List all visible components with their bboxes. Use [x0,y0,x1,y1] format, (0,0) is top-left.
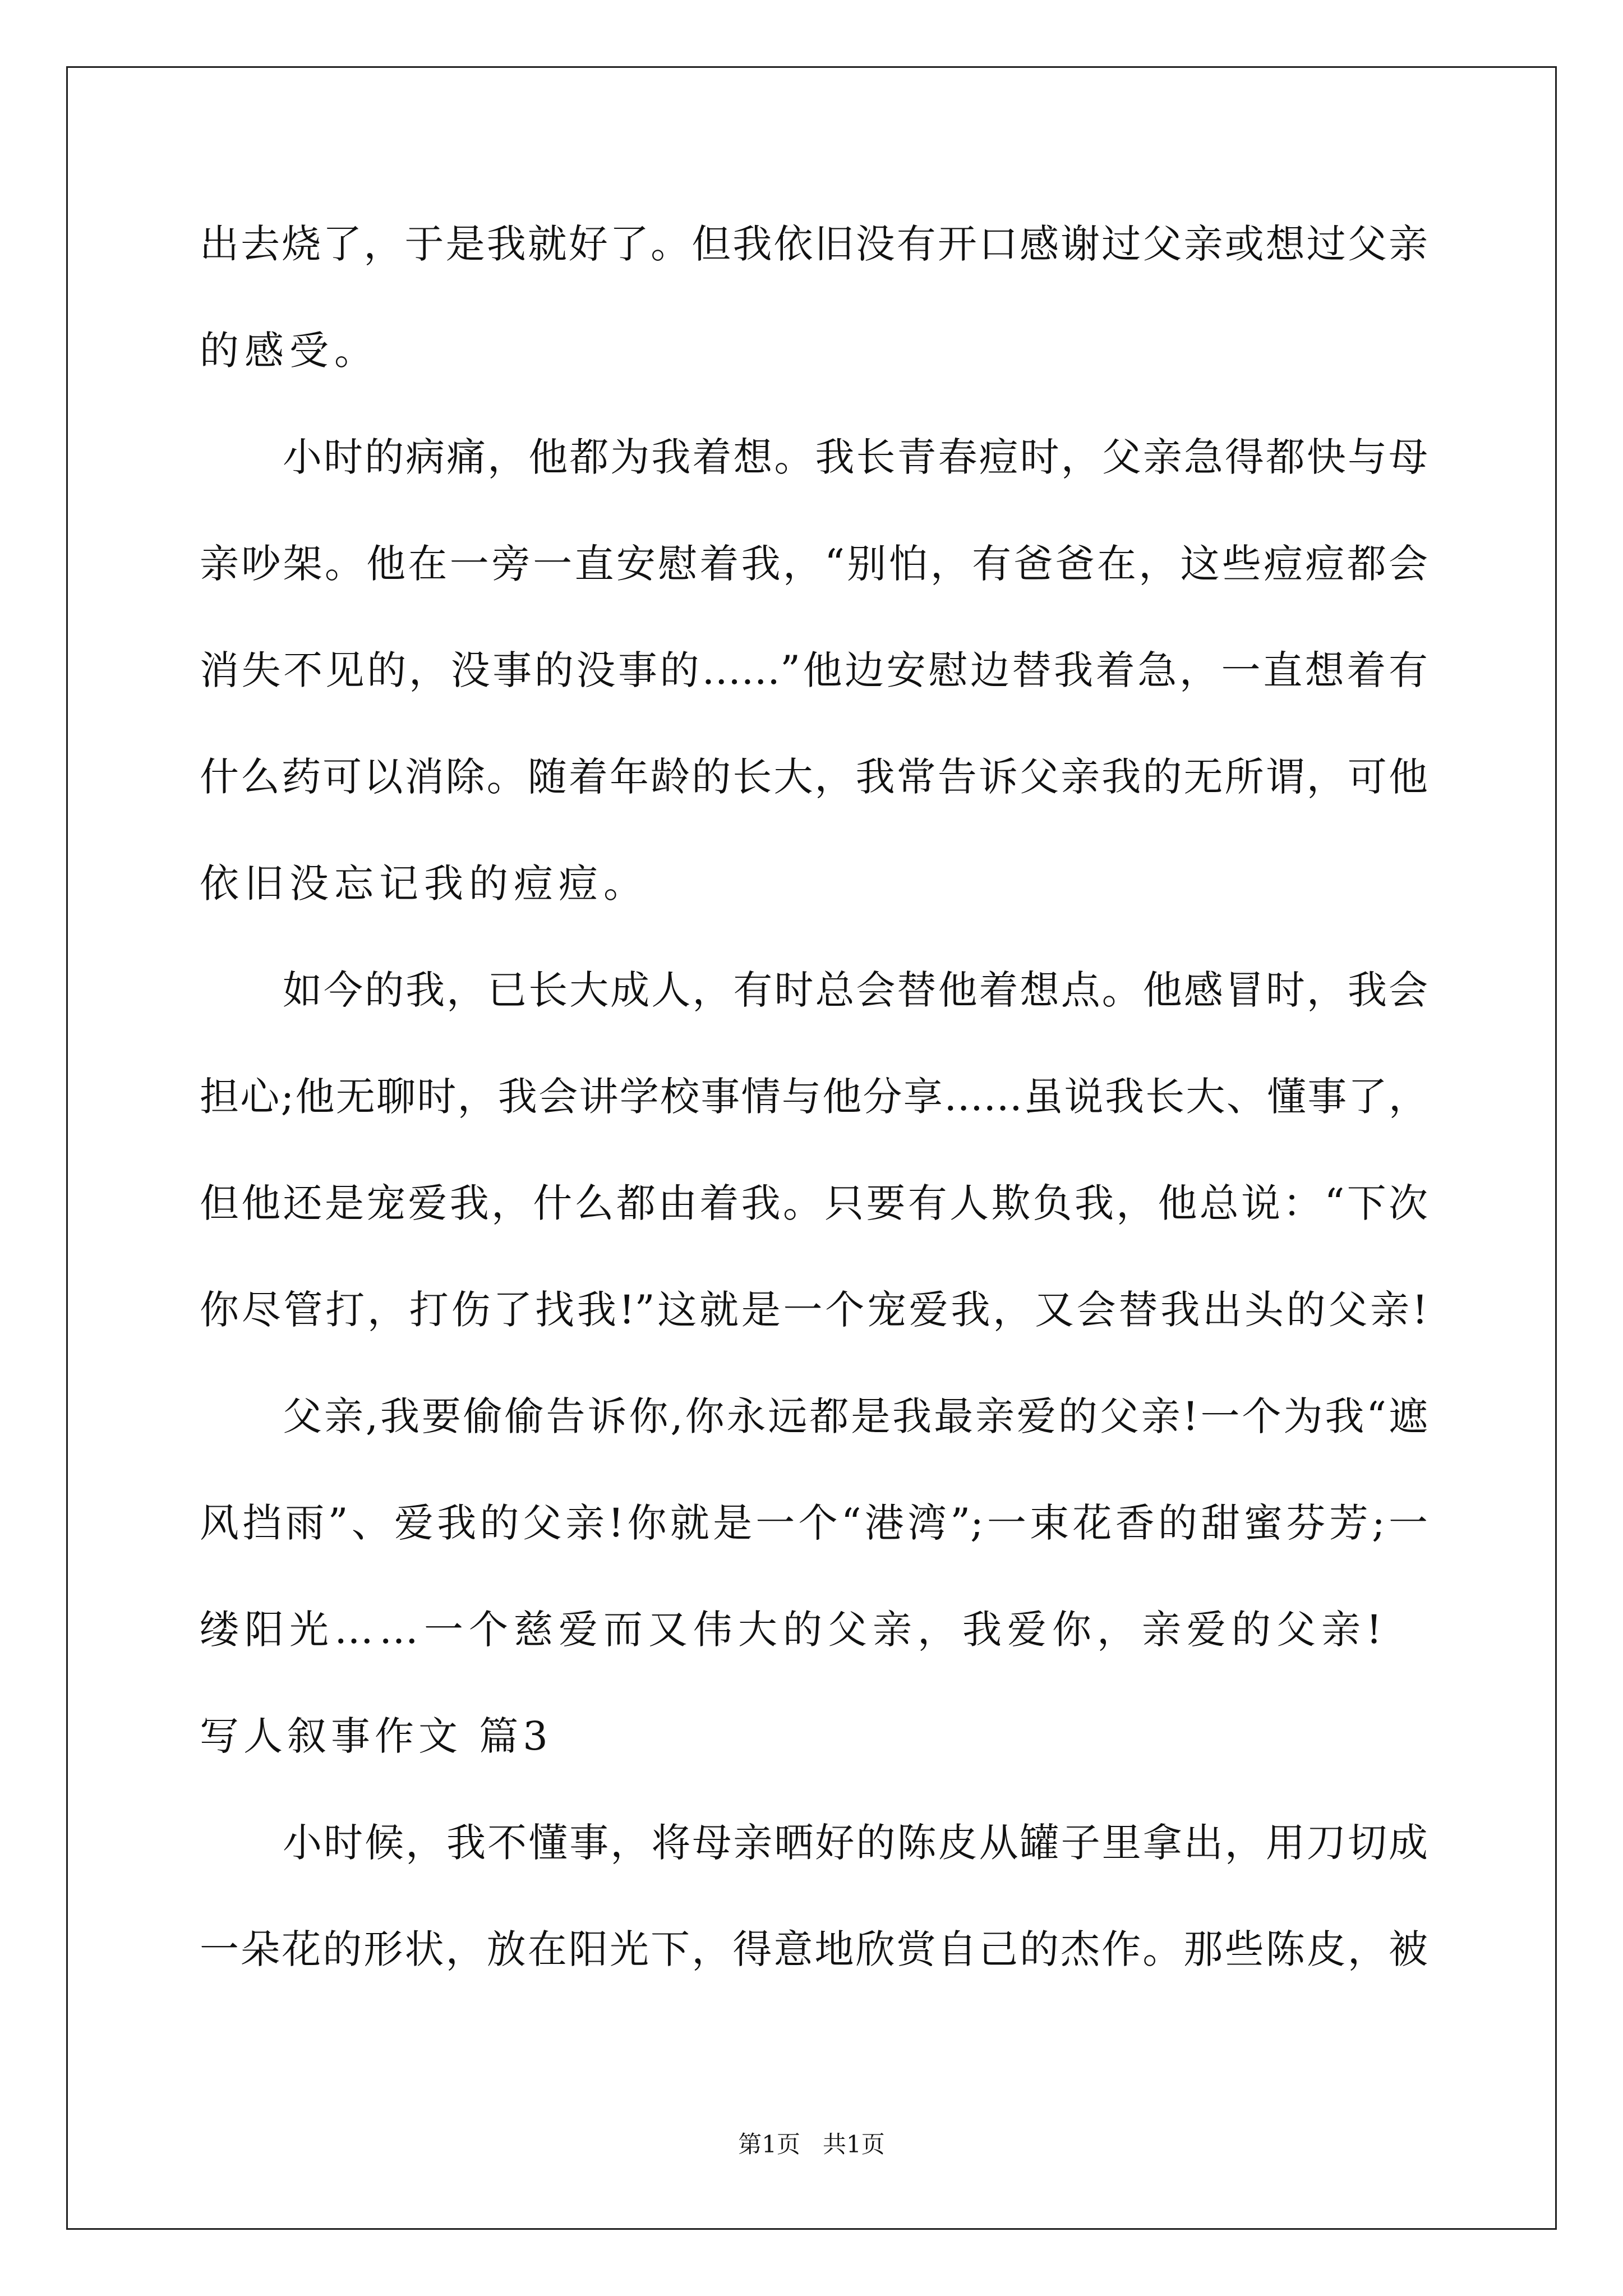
text-line: 你尽管打，打伤了找我!”这就是一个宠爱我，又会替我出头的父亲! [200,1287,1428,1333]
text-line: 风挡雨”、爱我的父亲!你就是一个“港湾”;一束花香的甜蜜芬芳;一 [200,1500,1428,1546]
text-line: 出去烧了，于是我就好了。但我依旧没有开口感谢过父亲或想过父亲 [200,221,1428,267]
text-line: 担心;他无聊时，我会讲学校事情与他分享……虽说我长大、懂事了， [200,1074,1428,1120]
paragraph-start-line: 小时的病痛，他都为我着想。我长青春痘时，父亲急得都快与母 [283,434,1428,480]
page-number-footer: 第1页 共1页 [738,2131,885,2158]
text-line: 依旧没忘记我的痘痘。 [200,861,648,907]
paragraph-start-line: 小时候，我不懂事，将母亲晒好的陈皮从罐子里拿出，用刀切成 [283,1820,1428,1866]
text-line: 亲吵架。他在一旁一直安慰着我，“别怕，有爸爸在，这些痘痘都会 [200,541,1428,587]
paragraph-start-line: 如今的我，已长大成人，有时总会替他着想点。他感冒时，我会 [283,967,1428,1013]
text-line: 什么药可以消除。随着年龄的长大，我常告诉父亲我的无所谓，可他 [200,754,1428,800]
text-line: 消失不见的，没事的没事的……”他边安慰边替我着急，一直想着有 [200,647,1428,693]
text-line: 的感受。 [200,328,379,374]
section-heading: 写人叙事作文 篇3 [200,1713,552,1759]
text-line: 一朵花的形状，放在阳光下，得意地欣赏自己的杰作。那些陈皮，被 [200,1926,1428,1972]
paragraph-start-line: 父亲,我要偷偷告诉你,你永远都是我最亲爱的父亲!一个为我“遮 [283,1393,1428,1439]
page-border [66,66,1557,2230]
text-line: 但他还是宠爱我，什么都由着我。只要有人欺负我，他总说：“下次 [200,1180,1428,1226]
text-line: 缕阳光……一个慈爱而又伟大的父亲，我爱你，亲爱的父亲! [200,1607,1388,1653]
